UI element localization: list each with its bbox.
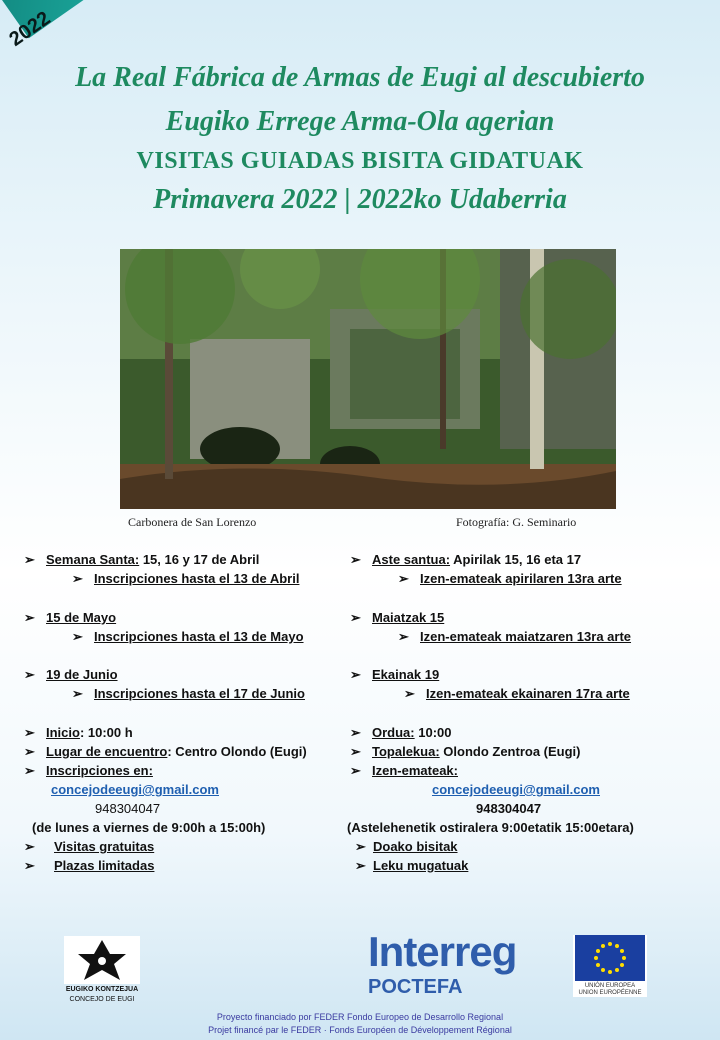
ruins-illustration (120, 249, 616, 509)
eu-date-1 (350, 552, 581, 568)
bullet-arrow-icon: ➢ (24, 552, 35, 567)
es-date-3-label: 19 de Junio (46, 667, 118, 682)
es-gratuitas (24, 839, 154, 855)
eu-ordua-label: Ordua: (372, 725, 415, 740)
eu-date-1-sub (398, 571, 622, 587)
bullet-arrow-icon: ➢ (24, 858, 35, 873)
es-limitadas (24, 858, 154, 874)
bullet-arrow-icon: ➢ (72, 686, 83, 701)
ruins-photo (120, 249, 616, 509)
eu-date-1-sub-text: Izen-emateak apirilaren 13ra arte (420, 571, 622, 586)
es-limitadas-text: Plazas limitadas (54, 858, 155, 873)
bullet-arrow-icon: ➢ (398, 571, 409, 586)
eu-stars-icon (575, 935, 645, 981)
es-inscripciones (24, 763, 153, 779)
es-date-1-value: 15, 16 y 17 de Abril (139, 552, 260, 567)
es-hours: (de lunes a viernes de 9:00h a 15:00h) (32, 820, 266, 835)
eu-date-1-value: Apirilak 15, 16 eta 17 (450, 552, 582, 567)
bullet-arrow-icon: ➢ (398, 629, 409, 644)
eugi-logo-line2: CONCEJO DE EUGI (69, 996, 135, 1003)
photo-caption: Carbonera de San Lorenzo (128, 515, 257, 529)
es-date-2 (24, 610, 116, 626)
bullet-arrow-icon: ➢ (72, 629, 83, 644)
eugi-logo-line1: EUGIKO KONTZEJUA (65, 986, 139, 993)
es-date-3-sub (72, 686, 305, 702)
es-date-2-label: 15 de Mayo (46, 610, 117, 625)
bullet-arrow-icon: ➢ (404, 686, 415, 701)
bullet-arrow-icon: ➢ (24, 744, 35, 759)
es-date-1-sub (72, 571, 299, 587)
es-lugar-value: : Centro Olondo (Eugi) (167, 744, 307, 759)
eu-date-2-sub (398, 629, 631, 645)
es-date-1 (24, 552, 259, 568)
interreg-logo (368, 928, 516, 998)
eu-phone: 948304047 (476, 801, 542, 816)
eu-flag-logo (573, 935, 647, 997)
poctefa-wordmark: POCTEFA (368, 976, 463, 998)
eu-mugatuak (355, 858, 468, 874)
eugi-council-logo (64, 936, 140, 1008)
es-inicio-value: : 10:00 h (79, 725, 133, 740)
title-season: Primavera 2022 | 2022ko Udaberria (153, 184, 567, 215)
es-gratuitas-text: Visitas gratuitas (54, 839, 155, 854)
es-date-2-sub (72, 629, 304, 645)
es-inscripciones-label: Inscripciones en: (46, 763, 153, 778)
bullet-arrow-icon: ➢ (350, 552, 361, 567)
eu-flag-icon (575, 935, 645, 981)
eu-date-3 (350, 667, 439, 683)
eu-ordua-value: 10:00 (414, 725, 452, 740)
bullet-arrow-icon: ➢ (355, 839, 366, 854)
bullet-arrow-icon: ➢ (24, 610, 35, 625)
star-emblem-icon (64, 936, 140, 984)
bullet-arrow-icon: ➢ (350, 725, 361, 740)
photo-credit: Fotografía: G. Seminario (456, 515, 577, 529)
bullet-arrow-icon: ➢ (24, 763, 35, 778)
es-date-2-sub-text: Inscripciones hasta el 13 de Mayo (94, 629, 304, 644)
title-basque: Eugiko Errege Arma-Ola agerian (165, 106, 555, 137)
bullet-arrow-icon: ➢ (24, 839, 35, 854)
bullet-arrow-icon: ➢ (350, 610, 361, 625)
es-inicio (24, 725, 133, 741)
title-spanish: La Real Fábrica de Armas de Eugi al descubierto (75, 62, 645, 93)
eu-date-3-sub-text: Izen-emateak ekainaren 17ra arte (426, 686, 630, 701)
eu-date-3-label: Ekainak 19 (372, 667, 440, 682)
eu-date-2 (350, 610, 444, 626)
eu-doako (355, 839, 458, 855)
bullet-arrow-icon: ➢ (355, 858, 366, 873)
es-date-3 (24, 667, 118, 683)
bullet-arrow-icon: ➢ (350, 744, 361, 759)
eu-caption-1: UNIÓN EUROPEA (584, 983, 636, 989)
eu-date-2-label: Maiatzak 15 (372, 610, 445, 625)
bullet-arrow-icon: ➢ (350, 667, 361, 682)
eu-topalekua (350, 744, 581, 760)
bullet-arrow-icon: ➢ (72, 571, 83, 586)
es-inicio-label: Inicio (46, 725, 80, 740)
eu-hours: (Astelehenetik ostiralera 9:00etatik 15:00etara) (347, 820, 634, 835)
footer-line-1: Proyecto financiado por FEDER Fondo Europeo de Desarrollo Regional (216, 1012, 504, 1022)
es-date-1-label: Semana Santa: (46, 552, 140, 567)
eu-caption-2: UNION EUROPÉENNE (578, 990, 642, 996)
eu-topalekua-label: Topalekua: (372, 744, 440, 759)
bullet-arrow-icon: ➢ (24, 667, 35, 682)
es-date-3-sub-text: Inscripciones hasta el 17 de Junio (94, 686, 305, 701)
eu-izen-emateak (350, 763, 458, 779)
bullet-arrow-icon: ➢ (350, 763, 361, 778)
es-lugar-label: Lugar de encuentro (46, 744, 168, 759)
footer-line-2: Projet financé par le FEDER · Fonds Européen de Développement Régional (208, 1025, 512, 1035)
eu-mugatuak-text: Leku mugatuak (373, 858, 469, 873)
eu-date-1-label: Aste santua: (372, 552, 451, 567)
eu-date-2-sub-text: Izen-emateak maiatzaren 13ra arte (420, 629, 632, 644)
eu-ordua (350, 725, 452, 741)
es-date-1-sub-text: Inscripciones hasta el 13 de Abril (94, 571, 300, 586)
eu-date-3-sub (404, 686, 630, 702)
eu-topalekua-value: Olondo Zentroa (Eugi) (439, 744, 581, 759)
year-label: 2022 (5, 7, 55, 51)
title-visitas: VISITAS GUIADAS BISITA GIDATUAK (136, 148, 584, 174)
eu-doako-text: Doako bisitak (373, 839, 458, 854)
es-phone: 948304047 (95, 801, 161, 816)
interreg-wordmark: Interreg (368, 928, 517, 975)
bullet-arrow-icon: ➢ (24, 725, 35, 740)
eu-izen-label: Izen-emateak: (372, 763, 458, 778)
eu-email-link[interactable]: concejodeeugi@gmail.com (432, 782, 600, 797)
es-email-link[interactable]: concejodeeugi@gmail.com (51, 782, 219, 797)
es-lugar (24, 744, 307, 760)
